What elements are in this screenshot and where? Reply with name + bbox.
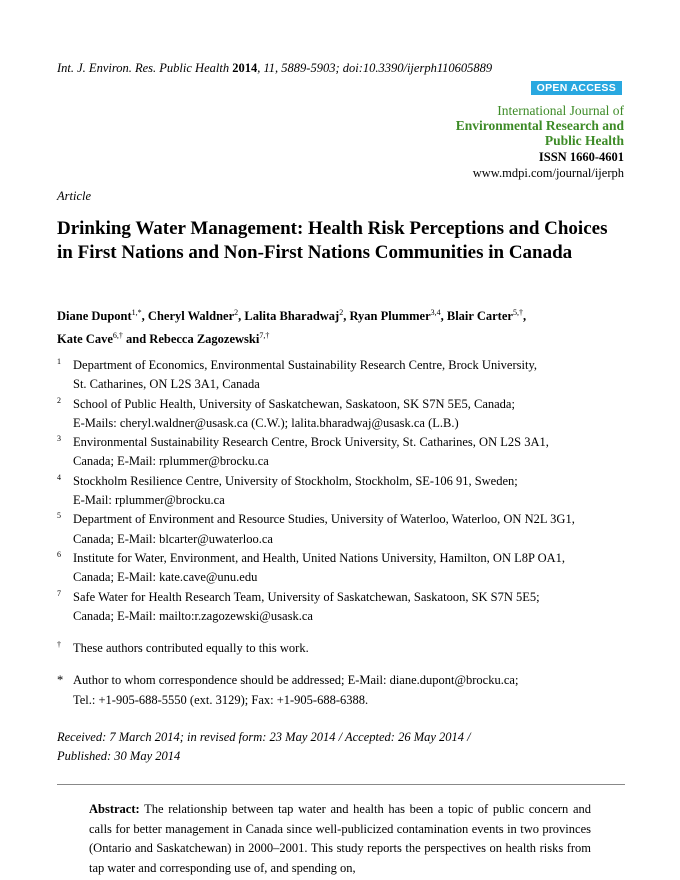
author: Lalita Bharadwaj$^2$, <box>244 308 350 324</box>
author: Cheryl Waldner$^2$, <box>147 308 245 324</box>
article-title: Drinking Water Management: Health Risk Perceptions and Choices in First Nations and Non-First Nations Communities in Canada <box>57 218 608 263</box>
affiliation-line: Department of Environment and Resource Studies, University of Waterloo, Waterloo, ON N2L 3G1, <box>73 512 575 527</box>
citation-line <box>57 61 492 76</box>
affiliation-line: Department of Economics, Environmental Sustainability Research Centre, Brock University, <box>73 358 538 372</box>
affiliation-email-line[interactable]: Canada; E-Mail: blcarter@uwaterloo.ca <box>73 531 273 546</box>
journal-block <box>456 103 624 181</box>
affiliation-line: School of Public Health, University of Saskatchewan, Saskatoon, SK S7N 5E5, Canada; <box>73 396 515 411</box>
affiliation-number: 4 <box>57 472 61 482</box>
author: Kate Cave$^{6,\dagger}$ and <box>57 331 150 347</box>
affiliations <box>57 356 637 710</box>
abstract-text: The relationship between tap water and health has been a topic of public concern and calls for better management in Canada since well-publicized contamination events in two provinces (Ontario and Saskatchewan) in 2000–2001. This study reports the perspectives on health risks from tap water and corresponding use of, and spending on, <box>89 802 591 875</box>
journal-name-line1: International Journal of <box>497 103 624 118</box>
affiliation-item <box>57 395 637 434</box>
issn: ISSN 1660-4601 <box>538 150 624 164</box>
affiliation-line: St. Catharines, ON L2S 3A1, Canada <box>73 377 260 392</box>
affiliation-item <box>57 356 637 395</box>
citation-journal: Int. J. Environ. Res. Public Health <box>57 61 230 75</box>
affiliation-item <box>57 510 637 549</box>
affiliation-number: 1 <box>57 357 61 366</box>
spacer <box>57 626 637 639</box>
dates-line-1: Received: 7 March 2014; in revised form: 23 May 2014 / Accepted: 26 May 2014 / <box>57 730 471 744</box>
asterisk-mark: * <box>57 673 64 688</box>
affiliation-line: Institute for Water, Environment, and Health, United Nations University, Hamilton, ON L8P OA1, <box>73 550 566 565</box>
journal-name-line2: Environmental Research and <box>455 118 624 133</box>
journal-website-link[interactable]: www.mdpi.com/journal/ijerph <box>472 166 624 180</box>
author-line-1 <box>57 303 632 326</box>
citation-details[interactable]: , 11, 5889-5903; doi:10.3390/ijerph110605889 <box>257 61 493 75</box>
affiliation-item <box>57 588 637 627</box>
equal-contribution-text: These authors contributed equally to this work. <box>73 641 309 656</box>
abstract-label: Abstract: <box>89 802 140 816</box>
affiliation-email-line[interactable]: E-Mails: cheryl.waldner@usask.ca (C.W.); lalita.bharadwaj@usask.ca (L.B.) <box>73 415 459 430</box>
affiliation-number: 2 <box>57 395 61 405</box>
abstract <box>89 800 591 878</box>
affiliation-number: 5 <box>57 511 61 521</box>
correspondence-phone-line: Tel.: +1-905-688-5550 (ext. 3129); Fax: +1-905-688-6388. <box>73 692 369 707</box>
correspondence-note <box>57 671 637 710</box>
spacer <box>57 658 637 671</box>
author-list <box>57 303 632 349</box>
affiliation-number: 6 <box>57 549 61 559</box>
affiliation-item <box>57 433 637 472</box>
citation-year: 2014 <box>232 61 258 75</box>
author-line-2 <box>57 326 632 349</box>
affiliation-email-line[interactable]: Canada; E-Mail: kate.cave@unu.edu <box>73 570 258 585</box>
affiliation-number: 7 <box>57 588 61 598</box>
dates-line-2: Published: 30 May 2014 <box>57 749 181 763</box>
affiliation-line: Stockholm Resilience Centre, University of Stockholm, Stockholm, SE-106 91, Sweden; <box>73 473 518 488</box>
dagger-mark: † <box>57 640 61 650</box>
affiliation-number: 3 <box>57 434 61 444</box>
affiliation-line: Safe Water for Health Research Team, University of Saskatchewan, Saskatoon, SK S7N 5E5; <box>73 589 540 604</box>
affiliation-line: Environmental Sustainability Research Centre, Brock University, St. Catharines, ON L2S 3A1, <box>73 435 549 450</box>
author: Rebecca Zagozewski$^{7,\dagger}$ <box>149 331 270 347</box>
affiliation-email-line[interactable]: E-Mail: rplummer@brocku.ca <box>73 493 225 508</box>
equal-contribution-note <box>57 639 637 658</box>
author: Ryan Plummer$^{3,4}$, <box>349 308 447 324</box>
affiliation-item <box>57 472 637 511</box>
correspondence-line[interactable]: Author to whom correspondence should be addressed; E-Mail: diane.dupont@brocku.ca; <box>73 673 519 688</box>
divider <box>57 784 625 785</box>
article-type: Article <box>57 189 92 203</box>
affiliation-email-line[interactable]: Canada; E-Mail: rplummer@brocku.ca <box>73 454 269 469</box>
affiliation-email-line[interactable]: Canada; E-Mail: mailto:r.zagozewski@usask.ca <box>73 608 313 623</box>
journal-name-line3: Public Health <box>544 133 624 148</box>
author: Blair Carter$^{5,\dagger}$, <box>446 308 527 324</box>
open-access-badge: OPEN ACCESS <box>531 81 622 95</box>
publication-dates <box>57 728 627 766</box>
affiliation-item <box>57 549 637 588</box>
author: Diane Dupont$^{1,*}$, <box>57 308 148 324</box>
